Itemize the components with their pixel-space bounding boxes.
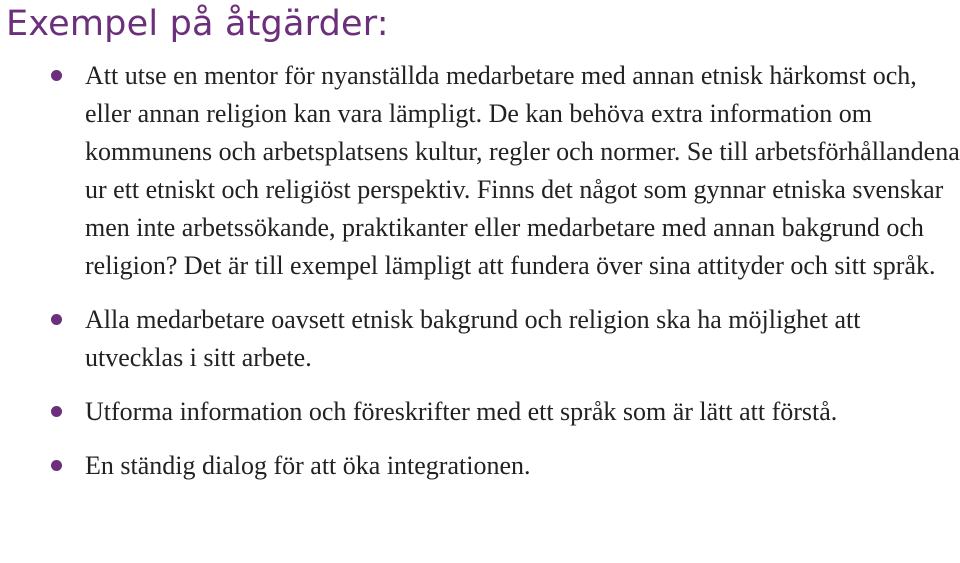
bullet-dot-icon [51,70,62,81]
slide-title: Exempel på åtgärder: [6,4,389,44]
bullet-text: Alla medarbetare oavsett etnisk bakgrund och religion ska ha möjlighet att utvecklas i sitt arbete. [85,305,861,372]
bullet-dot-icon [51,406,62,417]
bullet-dot-icon [51,314,62,325]
bullet-text: En ständig dialog för att öka integrationen. [85,451,531,480]
bullet-text: Att utse en mentor för nyanställda medarbetare med annan etnisk härkomst och, eller annan religion kan vara lämpligt. De kan behöva extra information om kommunens och arbetsplatsens kultur, regler och normer. Se till arbetsförhållandena ur ett etniskt och religiöst perspektiv. Finns det något som gynnar etniska svenskar men inte arbetssökande, praktikanter eller medarbetare med annan bakgrund och religion? Det är till exempel lämpligt att fundera över sina attityder och sitt språk. [85,61,960,280]
bullet-item [0,301,960,377]
bullet-item [0,57,960,285]
bullet-item [0,393,960,431]
bullet-text: Utforma information och föreskrifter med ett språk som är lätt att förstå. [85,397,838,426]
bullet-item [0,447,960,485]
bullet-dot-icon [51,460,62,471]
bullet-list [0,57,960,485]
